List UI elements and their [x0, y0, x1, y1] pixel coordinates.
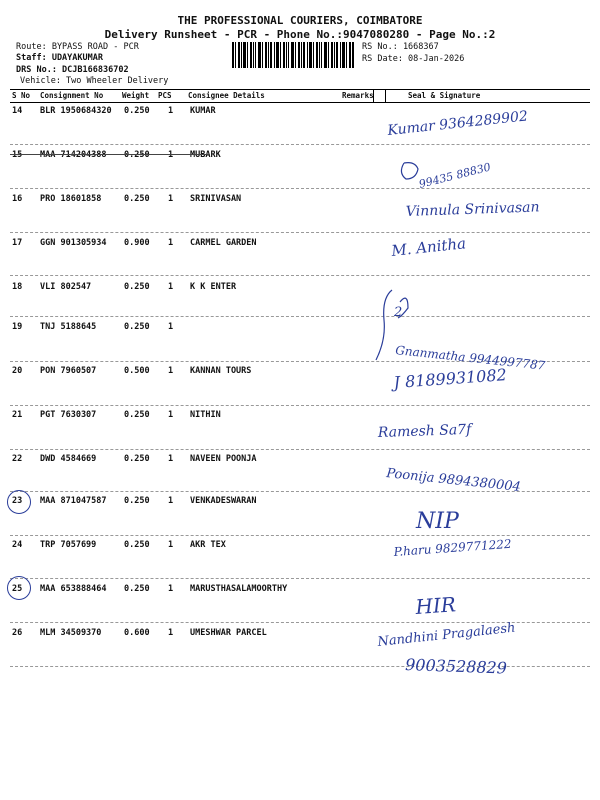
row-weight: 0.250 [124, 410, 150, 420]
row-separator [10, 232, 590, 233]
row-consignee: MARUSTHASALAMOORTHY [190, 584, 288, 594]
runsheet-title: Delivery Runsheet - PCR - Phone No.:9047080280 - Page No.:2 [104, 28, 496, 41]
route-text: Route: BYPASS ROAD - PCR [16, 42, 139, 52]
row-sno: 18 [12, 282, 23, 292]
row-sno: 19 [12, 322, 23, 332]
row-weight: 0.500 [124, 366, 150, 376]
barcode-icon [232, 42, 354, 68]
table-header [10, 89, 590, 103]
row-sno: 14 [12, 106, 23, 116]
row-separator [10, 622, 590, 623]
row-pcs: 1 [168, 628, 174, 638]
sig-18: 2 [394, 305, 403, 320]
drs-number: DRS No.: DCJB166836702 [16, 65, 129, 75]
col-consignee: Consignee Details [188, 91, 265, 100]
row-weight: 0.250 [124, 150, 150, 160]
row-weight: 0.250 [124, 540, 150, 550]
row-pcs: 1 [168, 322, 174, 332]
row-separator [10, 578, 590, 579]
row-consignment-no: PON 7960507 [40, 366, 97, 376]
row-separator [10, 144, 590, 145]
row-sno: 26 [12, 628, 23, 638]
row-consignment-no: TRP 7057699 [40, 540, 97, 550]
rs-number: RS No.: 1668367 [362, 42, 439, 52]
sig-16: Vinnula Srinivasan [405, 199, 540, 220]
row-separator [10, 491, 590, 492]
row-pcs: 1 [168, 150, 174, 160]
row-consignee: SRINIVASAN [190, 194, 242, 204]
row-consignee: NITHIN [190, 410, 221, 420]
row-weight: 0.250 [124, 282, 150, 292]
row-pcs: 1 [168, 454, 174, 464]
circled-row-23 [7, 490, 31, 514]
sig-17: M. Anitha [390, 234, 467, 260]
row-pcs: 1 [168, 282, 174, 292]
row-consignment-no: PGT 7630307 [40, 410, 97, 420]
strike-line [10, 154, 210, 155]
row-consignment-no: VLI 802547 [40, 282, 92, 292]
row-weight: 0.250 [124, 106, 150, 116]
sig-25: HIR [414, 592, 457, 619]
header-divider-1 [373, 89, 374, 102]
row-sno: 23 [12, 496, 23, 506]
row-consignment-no: GGN 901305934 [40, 238, 107, 248]
row-consignment-no: TNJ 5188645 [40, 322, 97, 332]
sig-15-mark [401, 163, 418, 179]
row-consignee: KANNAN TOURS [190, 366, 252, 376]
row-sno: 16 [12, 194, 23, 204]
col-sno: S No [12, 91, 31, 100]
sig-24: P.haru 9829771222 [393, 536, 512, 559]
row-weight: 0.250 [124, 194, 150, 204]
row-sno: 24 [12, 540, 23, 550]
row-separator [10, 316, 590, 317]
row-consignment-no: BLR 1950684320 [40, 106, 112, 116]
staff-text: Staff: UDAYAKUMAR [16, 53, 103, 63]
row-consignee: AKR TEX [190, 540, 226, 550]
row-consignment-no: MLM 34509370 [40, 628, 102, 638]
row-sno: 22 [12, 454, 23, 464]
row-consignee: VENKADESWARAN [190, 496, 257, 506]
row-consignee: NAVEEN POONJA [190, 454, 257, 464]
col-remarks: Remarks [342, 91, 374, 100]
row-consignee: KUMAR [190, 106, 216, 116]
sig-19: Gnanmatha 9944997787 [394, 343, 546, 373]
row-pcs: 1 [168, 194, 174, 204]
sig-18-bracket [376, 290, 392, 360]
row-consignment-no: MAA 714204388 [40, 150, 107, 160]
row-consignee: MUBARK [190, 150, 221, 160]
row-separator [10, 405, 590, 406]
row-separator [10, 361, 590, 362]
row-pcs: 1 [168, 540, 174, 550]
row-consignment-no: PRO 18601858 [40, 194, 102, 204]
row-pcs: 1 [168, 410, 174, 420]
row-consignee: K K ENTER [190, 282, 237, 292]
row-weight: 0.250 [124, 584, 150, 594]
sig-23: NIP [416, 509, 459, 534]
header-divider-2 [385, 89, 386, 102]
rs-date: RS Date: 08-Jan-2026 [362, 54, 465, 64]
sig-20: J 8189931082 [392, 365, 508, 392]
row-consignee: UMESHWAR PARCEL [190, 628, 267, 638]
sig-15: 99435 88830 [417, 160, 493, 191]
row-sno: 15 [12, 150, 23, 160]
col-seal: Seal & Signature [408, 91, 481, 100]
row-consignment-no: DWD 4584669 [40, 454, 97, 464]
sig-22: Poonija 9894380004 [385, 466, 522, 496]
row-pcs: 1 [168, 366, 174, 376]
col-consignment: Consignment No [40, 91, 104, 100]
row-weight: 0.250 [124, 322, 150, 332]
row-sno: 21 [12, 410, 23, 420]
row-consignee: CARMEL GARDEN [190, 238, 257, 248]
row-pcs: 1 [168, 106, 174, 116]
row-weight: 0.600 [124, 628, 150, 638]
vehicle-text: Vehicle: Two Wheeler Delivery [20, 76, 169, 86]
row-weight: 0.900 [124, 238, 150, 248]
company-title: THE PROFESSIONAL COURIERS, COIMBATORE [177, 14, 423, 27]
row-pcs: 1 [168, 238, 174, 248]
col-pcs: PCS [158, 91, 172, 100]
circled-row-25 [7, 576, 31, 600]
row-pcs: 1 [168, 496, 174, 506]
sig-14: Kumar 9364289902 [386, 108, 529, 139]
row-separator [10, 275, 590, 276]
row-separator [10, 449, 590, 450]
row-consignment-no: MAA 653888464 [40, 584, 107, 594]
row-sno: 25 [12, 584, 23, 594]
row-sno: 20 [12, 366, 23, 376]
row-separator [10, 666, 590, 667]
sig-26a: Nandhini Pragalaesh [376, 620, 517, 650]
row-pcs: 1 [168, 584, 174, 594]
col-weight: Weight [122, 91, 150, 100]
row-separator [10, 535, 590, 536]
sig-21: Ramesh Sa7f [377, 421, 472, 441]
row-weight: 0.250 [124, 496, 150, 506]
row-weight: 0.250 [124, 454, 150, 464]
row-sno: 17 [12, 238, 23, 248]
row-consignment-no: MAA 871047587 [40, 496, 107, 506]
sig-26b: 9003528829 [404, 655, 508, 678]
row-separator [10, 188, 590, 189]
